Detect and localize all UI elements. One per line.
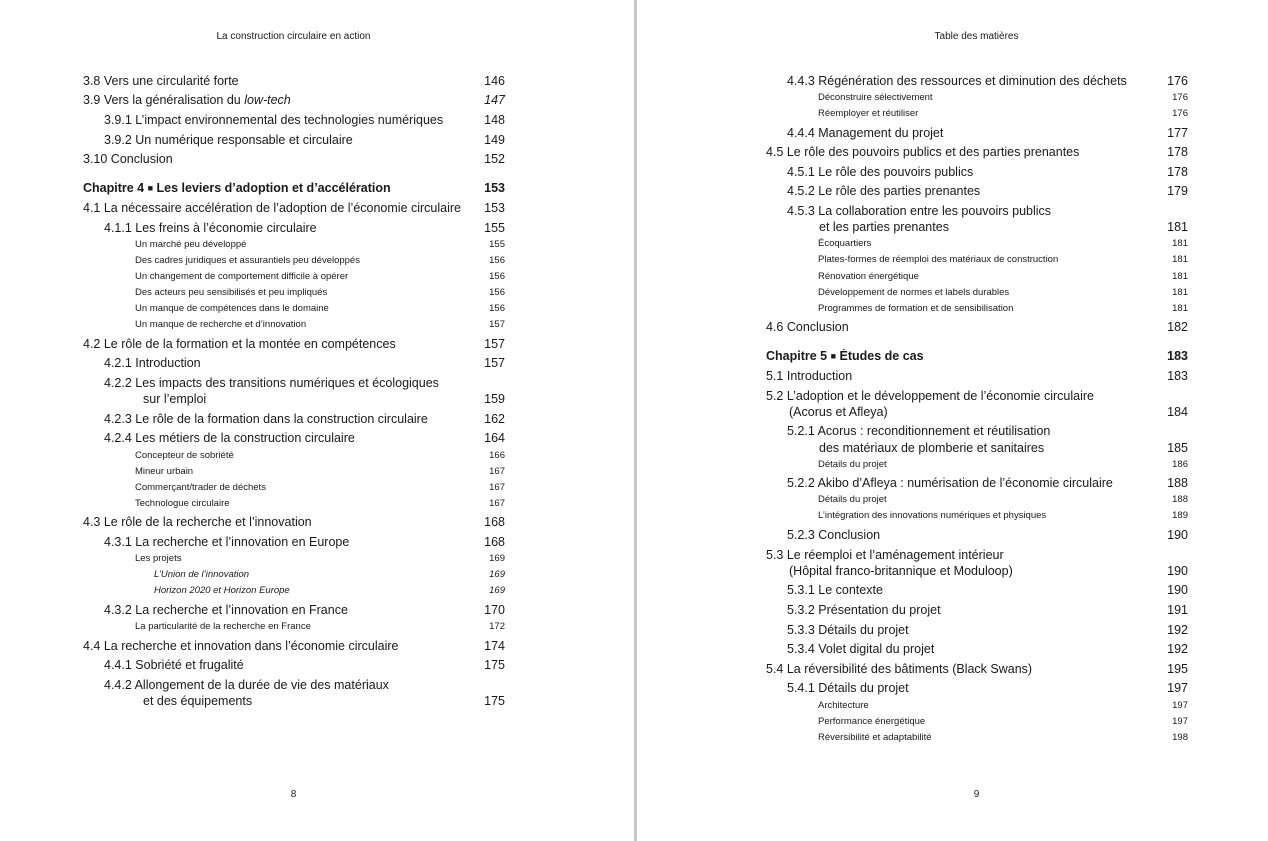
toc-entry-text: Un manque de compétences dans le domaine bbox=[135, 303, 329, 314]
toc-entry-title bbox=[818, 510, 1164, 521]
toc-entry-text: 3.9 Vers la généralisation du bbox=[83, 93, 245, 107]
toc-page-number: 155 bbox=[484, 221, 505, 235]
toc-page-number: 183 bbox=[1167, 369, 1188, 383]
toc-page-number: 188 bbox=[1167, 476, 1188, 490]
toc-entry bbox=[789, 564, 1188, 578]
toc-entry-title bbox=[789, 405, 1164, 419]
toc-entry-text: Un changement de comportement difficile à opérer bbox=[135, 271, 349, 282]
toc-page-number: 172 bbox=[489, 621, 505, 632]
toc-entry-title bbox=[818, 732, 1164, 743]
toc-entry-title bbox=[83, 515, 481, 529]
toc-page-number: 198 bbox=[1172, 732, 1188, 743]
toc-page-number: 183 bbox=[1167, 349, 1188, 363]
toc-page-number: 181 bbox=[1172, 238, 1188, 249]
toc-entry bbox=[135, 498, 505, 509]
toc-entry-title bbox=[789, 564, 1164, 578]
toc-entry bbox=[154, 585, 505, 596]
toc-page-number: 146 bbox=[484, 74, 505, 88]
toc-entry-text: (Acorus et Afleya) bbox=[789, 405, 888, 419]
toc-entry-text: 4.6 Conclusion bbox=[766, 320, 849, 334]
toc-page-number: 181 bbox=[1172, 254, 1188, 265]
toc-entry-title bbox=[787, 424, 1164, 438]
toc-entry-title bbox=[787, 126, 1164, 140]
toc-entry-text: Les leviers d’adoption et d’accélération bbox=[153, 181, 391, 195]
toc-entry bbox=[766, 369, 1188, 383]
toc-page-number: 159 bbox=[484, 392, 505, 406]
toc-entry-text: Réemployer et réutiliser bbox=[818, 108, 919, 119]
toc-entry bbox=[766, 145, 1188, 159]
toc-entry-title bbox=[766, 369, 1164, 383]
toc-entry-title bbox=[135, 482, 481, 493]
toc-entry-title bbox=[818, 254, 1164, 265]
toc-entry bbox=[766, 548, 1188, 562]
toc-entry-text: Concepteur de sobriété bbox=[135, 450, 234, 461]
toc-page-number: 195 bbox=[1167, 662, 1188, 676]
toc-page-number: 156 bbox=[489, 303, 505, 314]
toc-entry bbox=[104, 658, 505, 672]
toc-entry bbox=[787, 583, 1188, 597]
toc-entry-text: Chapitre 5 bbox=[766, 349, 831, 363]
toc-entry-text: 5.3.2 Présentation du projet bbox=[787, 603, 941, 617]
toc-page-number: 170 bbox=[484, 603, 505, 617]
toc-page-number: 167 bbox=[489, 498, 505, 509]
toc-entry-title bbox=[787, 603, 1164, 617]
toc-entry-title bbox=[766, 320, 1164, 334]
toc-entry-text: 4.2.2 Les impacts des transitions numériques et écologiques bbox=[104, 376, 439, 390]
square-bullet-icon: ■ bbox=[830, 351, 837, 361]
toc-entry bbox=[104, 133, 505, 147]
toc-entry bbox=[787, 126, 1188, 140]
toc-page-number: 182 bbox=[1167, 320, 1188, 334]
toc-entry-text: Rénovation énergétique bbox=[818, 271, 919, 282]
toc-entry-title bbox=[154, 569, 481, 580]
toc-entry-text: L’intégration des innovations numériques et physiques bbox=[818, 510, 1047, 521]
toc-entry-title bbox=[135, 450, 481, 461]
toc-entry bbox=[104, 376, 505, 390]
toc-entry-text: 5.4 La réversibilité des bâtiments (Black Swans) bbox=[766, 662, 1033, 676]
toc-entry bbox=[135, 239, 505, 250]
toc-page-number: 153 bbox=[484, 201, 505, 215]
toc-entry-title bbox=[104, 535, 481, 549]
toc-entry-text: 4.3.1 La recherche et l’innovation en Europe bbox=[104, 535, 350, 549]
toc-page-number: 189 bbox=[1172, 510, 1188, 521]
toc-page-number: 152 bbox=[484, 152, 505, 166]
toc-entry-title bbox=[135, 303, 481, 314]
toc-entry-text: 4.2.3 Le rôle de la formation dans la construction circulaire bbox=[104, 412, 428, 426]
toc-entry-text: 4.5.3 La collaboration entre les pouvoirs publics bbox=[787, 204, 1052, 218]
toc-entry bbox=[818, 510, 1188, 521]
toc-page-number: 177 bbox=[1167, 126, 1188, 140]
toc-entry bbox=[818, 494, 1188, 505]
toc-entry-text: 5.3.3 Détails du projet bbox=[787, 623, 909, 637]
toc-entry-text: des matériaux de plomberie et sanitaires bbox=[819, 441, 1045, 455]
toc-page-number: 162 bbox=[484, 412, 505, 426]
toc-entry-text: Les projets bbox=[135, 553, 182, 564]
toc-page-number: 178 bbox=[1167, 145, 1188, 159]
toc-entry-title bbox=[787, 642, 1164, 656]
toc-entry bbox=[135, 287, 505, 298]
toc-entry-title bbox=[104, 658, 481, 672]
toc-entry-text: 4.4 La recherche et innovation dans l’économie circulaire bbox=[83, 639, 399, 653]
toc-entry-title bbox=[766, 662, 1164, 676]
toc-entry-text: Mineur urbain bbox=[135, 466, 194, 477]
toc-entry-title bbox=[787, 476, 1164, 490]
toc-entry bbox=[104, 603, 505, 617]
toc-entry-text: 4.5.1 Le rôle des pouvoirs publics bbox=[787, 165, 974, 179]
toc-entry-text: 3.10 Conclusion bbox=[83, 152, 173, 166]
toc-page-number: 176 bbox=[1167, 74, 1188, 88]
toc-entry-title bbox=[104, 678, 481, 692]
toc-entry bbox=[787, 603, 1188, 617]
toc-entry-title bbox=[135, 319, 481, 330]
toc-entry-text: 3.8 Vers une circularité forte bbox=[83, 74, 239, 88]
toc-page-number: 169 bbox=[489, 569, 505, 580]
toc-page-number: 190 bbox=[1167, 528, 1188, 542]
toc-page-number: 184 bbox=[1167, 405, 1188, 419]
toc-entry bbox=[135, 553, 505, 564]
toc-entry-text: Un marché peu développé bbox=[135, 239, 247, 250]
toc-entry-text: 5.2 L’adoption et le développement de l’économie circulaire bbox=[766, 389, 1094, 403]
toc-entry-title bbox=[818, 716, 1164, 727]
toc-entry-title bbox=[104, 376, 481, 390]
toc-entry bbox=[104, 221, 505, 235]
toc-page-number: 192 bbox=[1167, 623, 1188, 637]
toc-entry-title bbox=[104, 603, 481, 617]
toc-entry-text: Des acteurs peu sensibilisés et peu impliqués bbox=[135, 287, 328, 298]
toc-entry-title bbox=[818, 108, 1164, 119]
toc-entry bbox=[135, 466, 505, 477]
toc-entry-title bbox=[766, 349, 1164, 363]
toc-page-number: 197 bbox=[1172, 716, 1188, 727]
toc-entry-title bbox=[135, 466, 481, 477]
toc-entry-text: Réversibilité et adaptabilité bbox=[818, 732, 932, 743]
toc-entry bbox=[83, 337, 505, 351]
toc-entry-text: Détails du projet bbox=[818, 494, 887, 505]
toc-entry bbox=[104, 535, 505, 549]
toc-entry-title bbox=[143, 392, 481, 406]
toc-page-number: 157 bbox=[484, 356, 505, 370]
toc-entry bbox=[104, 412, 505, 426]
toc-page-number: 157 bbox=[484, 337, 505, 351]
toc-entry-text: 4.3 Le rôle de la recherche et l’innovation bbox=[83, 515, 312, 529]
toc-entry-text: 4.1 La nécessaire accélération de l’adoption de l’économie circulaire bbox=[83, 201, 462, 215]
toc-entry-text: Écoquartiers bbox=[818, 238, 872, 249]
toc-page-number: 181 bbox=[1172, 303, 1188, 314]
toc-entry bbox=[818, 459, 1188, 470]
toc-entry bbox=[818, 303, 1188, 314]
toc-entry bbox=[135, 482, 505, 493]
toc-page-number: 174 bbox=[484, 639, 505, 653]
toc-entry bbox=[135, 621, 505, 632]
toc-entry-text: Détails du projet bbox=[818, 459, 887, 470]
toc-entry bbox=[787, 204, 1188, 218]
toc-page-number: 168 bbox=[484, 535, 505, 549]
toc-entry bbox=[83, 639, 505, 653]
toc-entry-title bbox=[135, 255, 481, 266]
toc-entry-title bbox=[787, 204, 1164, 218]
toc-entry-title bbox=[787, 184, 1164, 198]
toc-entry-text: 4.4.2 Allongement de la durée de vie des matériaux bbox=[104, 678, 389, 692]
toc-page-number: 188 bbox=[1172, 494, 1188, 505]
toc-page-number: 186 bbox=[1172, 459, 1188, 470]
toc-page-number: 197 bbox=[1167, 681, 1188, 695]
toc-entry-title bbox=[818, 700, 1164, 711]
toc-entry-text: et les parties prenantes bbox=[819, 220, 949, 234]
toc-entry-title bbox=[135, 287, 481, 298]
toc-entry bbox=[135, 303, 505, 314]
toc-entry-title bbox=[135, 621, 481, 632]
toc-page-number: 169 bbox=[489, 553, 505, 564]
toc-entry-title bbox=[787, 681, 1164, 695]
toc-entry-title bbox=[766, 548, 1164, 562]
toc-page-number: 156 bbox=[489, 287, 505, 298]
toc-page-number: 156 bbox=[489, 255, 505, 266]
toc-entry bbox=[818, 254, 1188, 265]
toc-entry-title bbox=[787, 528, 1164, 542]
toc-page-number: 192 bbox=[1167, 642, 1188, 656]
toc-entry bbox=[789, 405, 1188, 419]
toc-entry-title bbox=[104, 221, 481, 235]
toc-entry-text: Performance énergétique bbox=[818, 716, 926, 727]
toc-entry bbox=[818, 238, 1188, 249]
toc-page-number: 167 bbox=[489, 466, 505, 477]
toc-entry-title bbox=[818, 459, 1164, 470]
toc-entry-title bbox=[104, 431, 481, 445]
toc-entry-title bbox=[135, 271, 481, 282]
toc-page-number: 181 bbox=[1167, 220, 1188, 234]
toc-page-number: 181 bbox=[1172, 271, 1188, 282]
toc-entry-text: 5.2.3 Conclusion bbox=[787, 528, 881, 542]
toc-entry bbox=[787, 165, 1188, 179]
toc-entry-title bbox=[818, 287, 1164, 298]
toc-entry-text: 4.1.1 Les freins à l’économie circulaire bbox=[104, 221, 317, 235]
right-page bbox=[637, 0, 1268, 841]
toc-entry bbox=[818, 271, 1188, 282]
toc-entry-text: Études de cas bbox=[836, 349, 924, 363]
toc-entry-title bbox=[135, 498, 481, 509]
toc-entry bbox=[104, 678, 505, 692]
toc-entry-text: 4.2.4 Les métiers de la construction circulaire bbox=[104, 431, 355, 445]
toc-entry-text: (Hôpital franco-britannique et Moduloop) bbox=[789, 564, 1013, 578]
toc-entry-text: Programmes de formation et de sensibilisation bbox=[818, 303, 1014, 314]
toc-page-number: 155 bbox=[489, 239, 505, 250]
toc-entry bbox=[787, 681, 1188, 695]
toc-page-number: 176 bbox=[1172, 108, 1188, 119]
toc-entry-text: 4.5 Le rôle des pouvoirs publics et des parties prenantes bbox=[766, 145, 1080, 159]
toc-entry-text: 5.3 Le réemploi et l’aménagement intérieur bbox=[766, 548, 1004, 562]
toc-entry-title bbox=[787, 623, 1164, 637]
toc-entry-italic-text: low-tech bbox=[244, 93, 291, 107]
toc-entry bbox=[818, 700, 1188, 711]
toc-page-number: 175 bbox=[484, 694, 505, 708]
toc-entry-title bbox=[143, 694, 481, 708]
toc-entry-title bbox=[104, 412, 481, 426]
toc-entry-text: Un manque de recherche et d’innovation bbox=[135, 319, 307, 330]
toc-entry-text: 3.9.2 Un numérique responsable et circulaire bbox=[104, 133, 353, 147]
toc-entry-title bbox=[818, 238, 1164, 249]
toc-entry-title bbox=[818, 92, 1164, 103]
toc-entry bbox=[818, 108, 1188, 119]
toc-entry-title bbox=[818, 303, 1164, 314]
toc-page-number: 167 bbox=[489, 482, 505, 493]
table-of-contents bbox=[637, 0, 1268, 841]
toc-entry bbox=[787, 623, 1188, 637]
toc-entry-title bbox=[83, 74, 481, 88]
toc-entry-text: Développement de normes et labels durables bbox=[818, 287, 1010, 298]
toc-entry-title bbox=[787, 165, 1164, 179]
toc-entry-title bbox=[83, 201, 481, 215]
toc-entry bbox=[818, 92, 1188, 103]
toc-entry-title bbox=[135, 239, 481, 250]
toc-entry bbox=[143, 392, 505, 406]
toc-entry bbox=[154, 569, 505, 580]
toc-entry-text: 5.1 Introduction bbox=[766, 369, 853, 383]
toc-entry bbox=[83, 152, 505, 166]
toc-entry-title bbox=[818, 494, 1164, 505]
toc-entry bbox=[766, 320, 1188, 334]
toc-entry bbox=[787, 528, 1188, 542]
toc-entry-title bbox=[104, 113, 481, 127]
toc-page-number: 190 bbox=[1167, 583, 1188, 597]
page-number: 9 bbox=[973, 789, 980, 800]
toc-entry-title bbox=[83, 337, 481, 351]
toc-page-number: 190 bbox=[1167, 564, 1188, 578]
toc-entry-title bbox=[135, 553, 481, 564]
toc-entry-text: 4.4.3 Régénération des ressources et diminution des déchets bbox=[787, 74, 1127, 88]
toc-entry bbox=[819, 220, 1188, 234]
toc-entry-text: 4.4.4 Management du projet bbox=[787, 126, 944, 140]
toc-entry-title bbox=[83, 152, 481, 166]
toc-entry bbox=[818, 716, 1188, 727]
toc-entry-title bbox=[104, 356, 481, 370]
toc-entry-text: et des équipements bbox=[143, 694, 253, 708]
toc-chapter-entry bbox=[83, 181, 505, 195]
toc-entry-text: 4.2 Le rôle de la formation et la montée en compétences bbox=[83, 337, 396, 351]
toc-entry-text: 4.4.1 Sobriété et frugalité bbox=[104, 658, 244, 672]
toc-entry bbox=[787, 642, 1188, 656]
toc-entry-title bbox=[104, 133, 481, 147]
toc-entry-text: Technologue circulaire bbox=[135, 498, 230, 509]
toc-entry-text: 5.3.1 Le contexte bbox=[787, 583, 883, 597]
toc-page-number: 178 bbox=[1167, 165, 1188, 179]
toc-entry bbox=[135, 450, 505, 461]
toc-entry bbox=[83, 93, 505, 107]
toc-page-number: 149 bbox=[484, 133, 505, 147]
toc-page-number: 148 bbox=[484, 113, 505, 127]
toc-page-number: 157 bbox=[489, 319, 505, 330]
toc-entry bbox=[787, 424, 1188, 438]
toc-entry bbox=[135, 271, 505, 282]
toc-entry-title bbox=[819, 220, 1164, 234]
toc-page-number: 181 bbox=[1172, 287, 1188, 298]
toc-entry bbox=[818, 732, 1188, 743]
toc-entry-text: La particularité de la recherche en France bbox=[135, 621, 311, 632]
toc-entry-text: Commerçant/trader de déchets bbox=[135, 482, 266, 493]
toc-entry bbox=[104, 113, 505, 127]
toc-entry-text: 5.4.1 Détails du projet bbox=[787, 681, 909, 695]
toc-page-number: 176 bbox=[1172, 92, 1188, 103]
toc-entry bbox=[83, 515, 505, 529]
toc-entry bbox=[819, 441, 1188, 455]
toc-entry-title bbox=[83, 181, 481, 195]
toc-page-number: 153 bbox=[484, 181, 505, 195]
toc-entry-text: L’Union de l’innovation bbox=[154, 569, 250, 580]
toc-entry bbox=[766, 389, 1188, 403]
toc-entry-title bbox=[819, 441, 1164, 455]
toc-entry-text: Horizon 2020 et Horizon Europe bbox=[154, 585, 290, 596]
toc-entry-text: 5.3.4 Volet digital du projet bbox=[787, 642, 935, 656]
toc-page-number: 156 bbox=[489, 271, 505, 282]
toc-entry-text: 4.2.1 Introduction bbox=[104, 356, 201, 370]
toc-page-number: 191 bbox=[1167, 603, 1188, 617]
toc-entry-text: Déconstruire sélectivement bbox=[818, 92, 933, 103]
toc-page-number: 175 bbox=[484, 658, 505, 672]
toc-chapter-entry bbox=[766, 349, 1188, 363]
toc-entry-text: Des cadres juridiques et assurantiels peu développés bbox=[135, 255, 360, 266]
running-header: La construction circulaire en action bbox=[216, 31, 371, 42]
toc-entry-title bbox=[83, 93, 481, 107]
toc-entry-title bbox=[766, 145, 1164, 159]
square-bullet-icon: ■ bbox=[147, 183, 154, 193]
toc-page-number: 168 bbox=[484, 515, 505, 529]
toc-entry bbox=[818, 287, 1188, 298]
toc-entry bbox=[766, 662, 1188, 676]
toc-entry-text: 5.2.1 Acorus : reconditionnement et réutilisation bbox=[787, 424, 1051, 438]
toc-entry-text: Plates-formes de réemploi des matériaux de construction bbox=[818, 254, 1059, 265]
toc-page-number: 179 bbox=[1167, 184, 1188, 198]
toc-entry bbox=[787, 74, 1188, 88]
toc-page-number: 197 bbox=[1172, 700, 1188, 711]
toc-entry-text: 4.5.2 Le rôle des parties prenantes bbox=[787, 184, 981, 198]
toc-entry-title bbox=[154, 585, 481, 596]
toc-entry-title bbox=[787, 74, 1164, 88]
toc-entry bbox=[104, 356, 505, 370]
page-number: 8 bbox=[290, 789, 297, 800]
toc-entry-title bbox=[766, 389, 1164, 403]
toc-entry bbox=[83, 74, 505, 88]
toc-entry-text: sur l’emploi bbox=[143, 392, 207, 406]
toc-entry bbox=[135, 319, 505, 330]
toc-entry-text: Architecture bbox=[818, 700, 869, 711]
toc-entry bbox=[135, 255, 505, 266]
toc-entry-text: 4.3.2 La recherche et l’innovation en France bbox=[104, 603, 348, 617]
toc-entry bbox=[143, 694, 505, 708]
toc-page-number: 164 bbox=[484, 431, 505, 445]
toc-entry bbox=[104, 431, 505, 445]
toc-entry-title bbox=[818, 271, 1164, 282]
toc-entry-text: 3.9.1 L’impact environnemental des technologies numériques bbox=[104, 113, 444, 127]
toc-entry bbox=[83, 201, 505, 215]
toc-entry bbox=[787, 476, 1188, 490]
toc-entry-text: Chapitre 4 bbox=[83, 181, 148, 195]
toc-entry-text: 5.2.2 Akibo d’Afleya : numérisation de l’économie circulaire bbox=[787, 476, 1113, 490]
toc-page-number: 169 bbox=[489, 585, 505, 596]
toc-entry-title bbox=[83, 639, 481, 653]
running-header: Table des matières bbox=[934, 31, 1019, 42]
toc-entry bbox=[787, 184, 1188, 198]
toc-page-number: 185 bbox=[1167, 441, 1188, 455]
toc-page-number: 147 bbox=[484, 93, 505, 107]
toc-entry-title bbox=[787, 583, 1164, 597]
toc-page-number: 166 bbox=[489, 450, 505, 461]
